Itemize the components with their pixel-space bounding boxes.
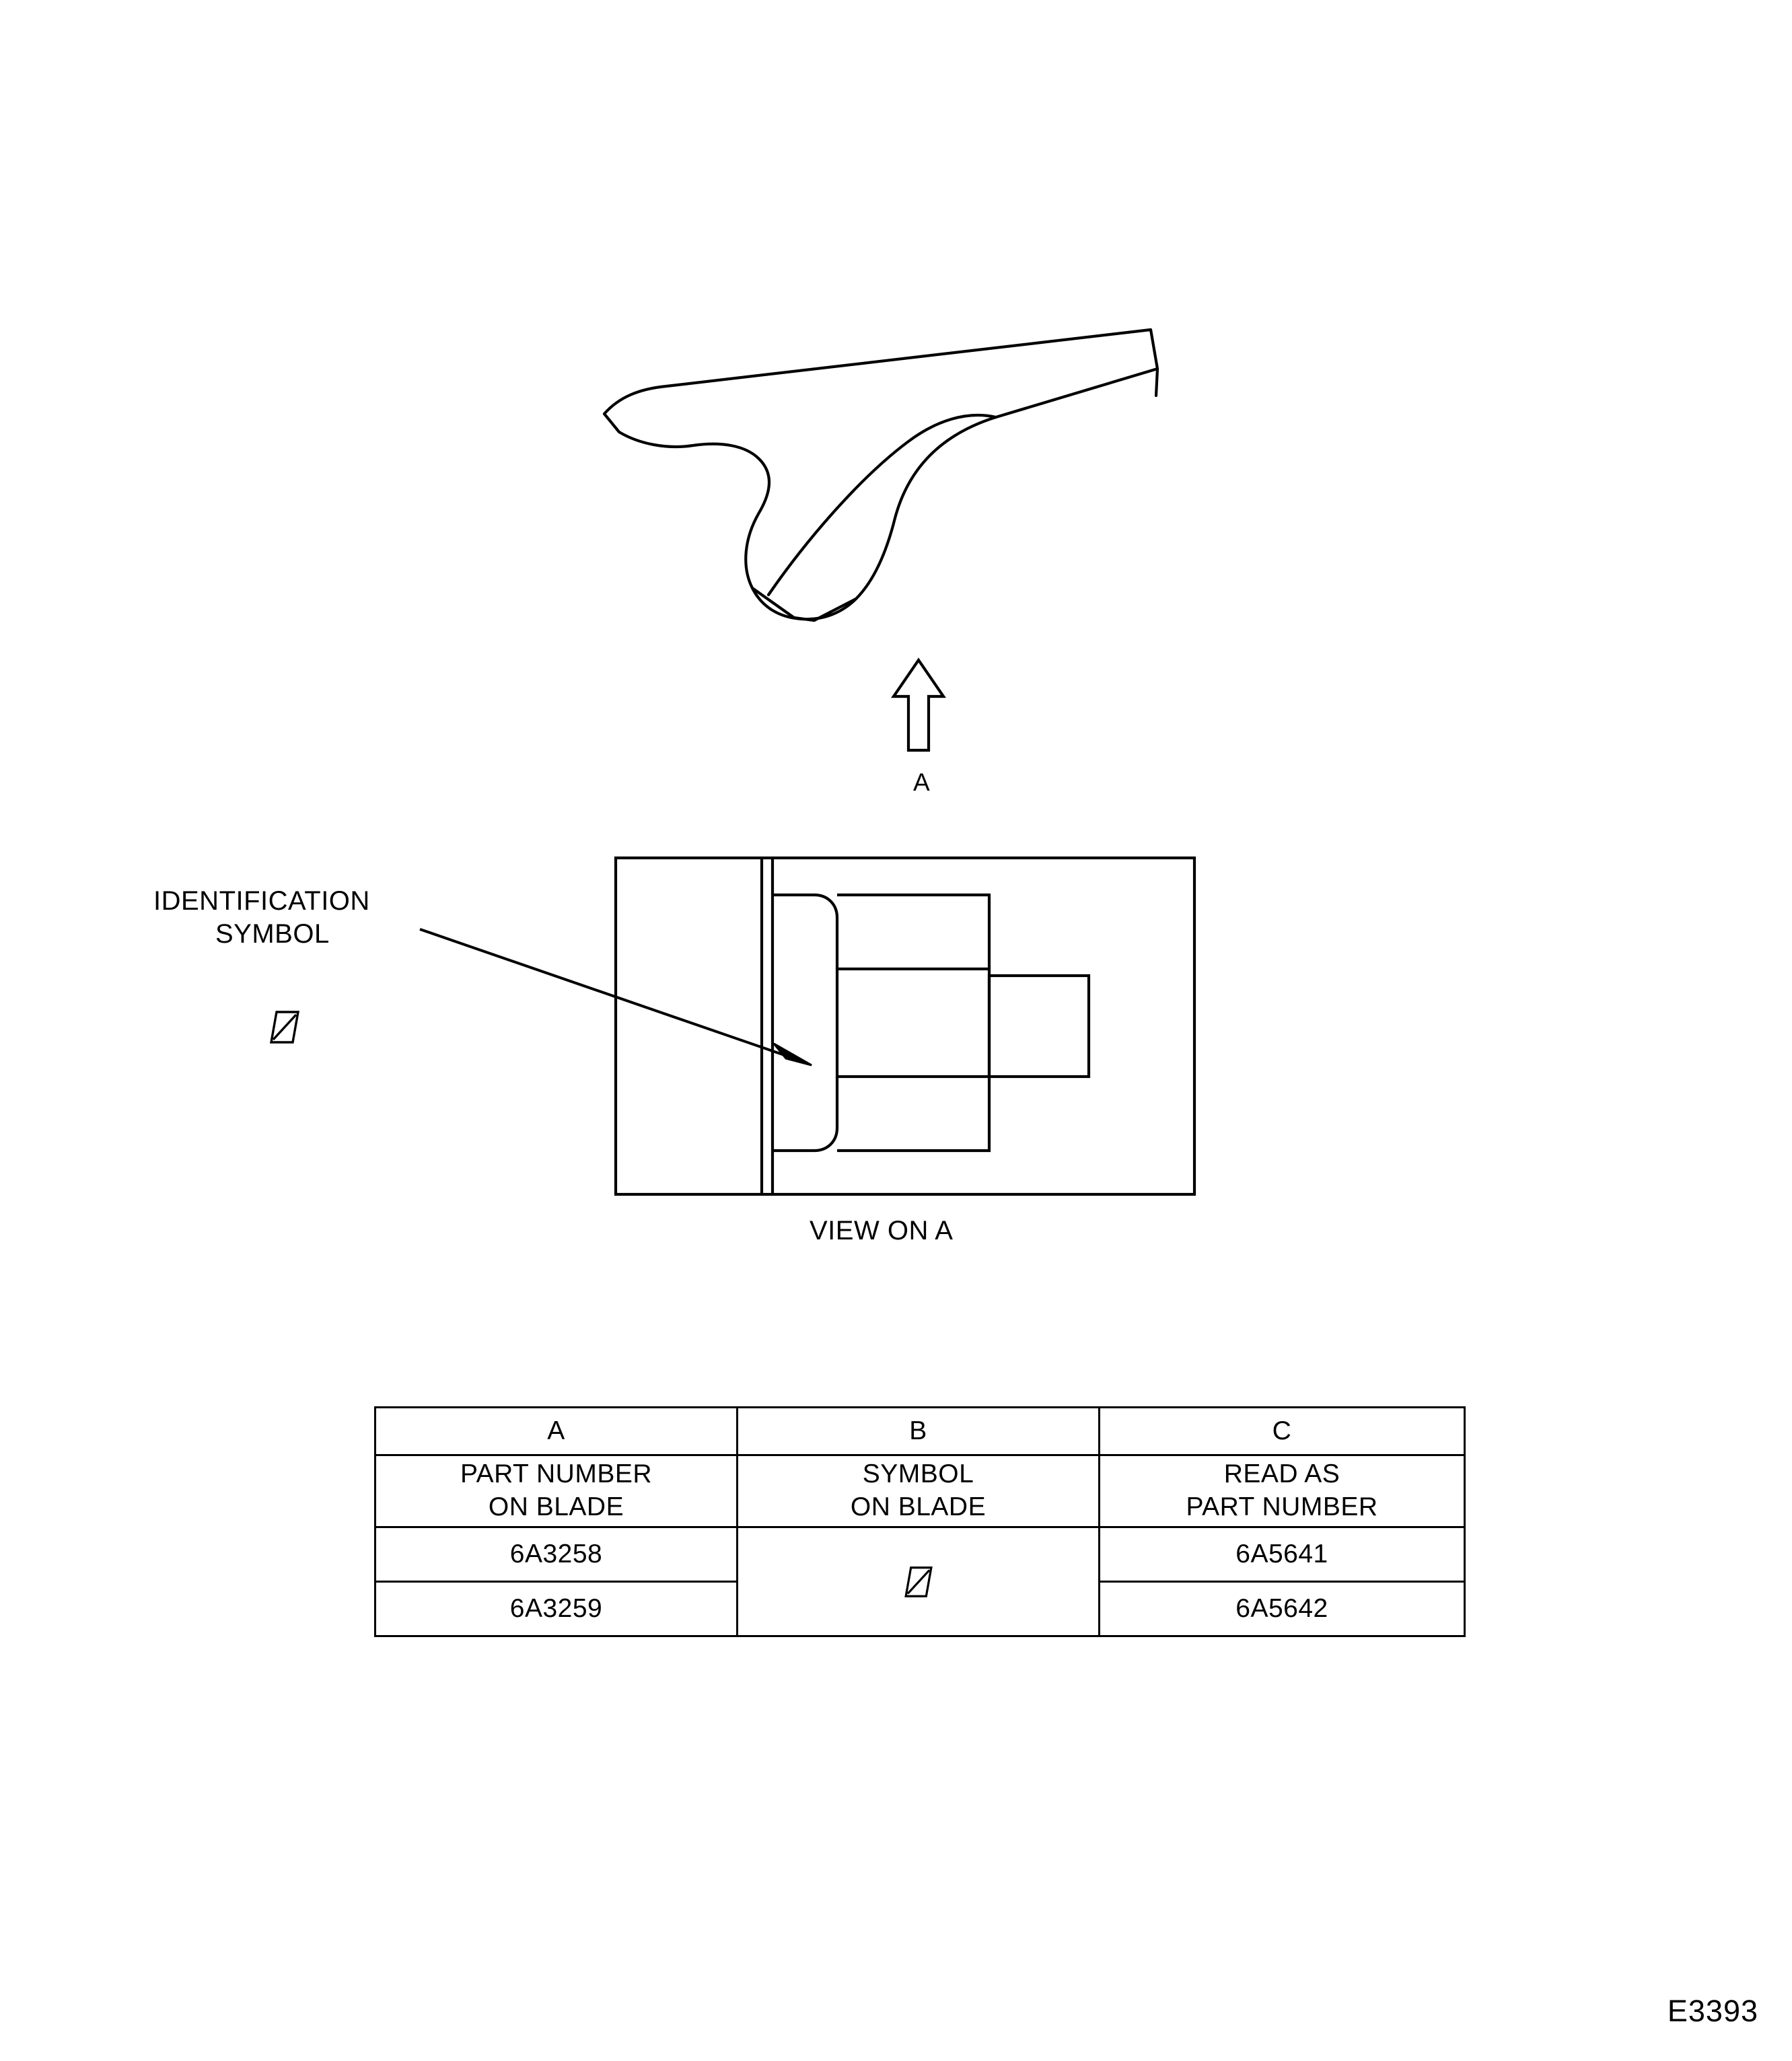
table-header-read-as-part-number: [1100, 1455, 1465, 1527]
header-c-line1: READ AS: [1223, 1459, 1340, 1489]
parallelogram-slash-symbol-icon: [269, 1009, 300, 1045]
table-header-desc-row: [375, 1455, 1465, 1527]
view-direction-arrow-icon: [888, 656, 949, 754]
cell-read-as-part-number: 6A5642: [1100, 1582, 1465, 1636]
table-header-part-number-on-blade: [375, 1455, 738, 1527]
identification-symbol-label-line2: SYMBOL: [215, 918, 330, 949]
cell-symbol-on-blade: [738, 1527, 1100, 1636]
view-on-a-drawing: [612, 855, 1198, 1198]
identification-symbol-label: [153, 885, 370, 951]
figure-code: E3393: [1667, 1994, 1758, 2028]
header-c-line2: PART NUMBER: [1186, 1492, 1378, 1521]
identification-symbol-label-line1: IDENTIFICATION: [153, 886, 370, 916]
table-row: [375, 1527, 1465, 1582]
table-header-letter-a: A: [375, 1408, 738, 1455]
blade-profile-drawing: [592, 316, 1198, 632]
table-header-letters-row: [375, 1408, 1465, 1455]
view-on-a-caption: VIEW ON A: [810, 1216, 954, 1245]
cell-part-number-on-blade: 6A3259: [375, 1582, 738, 1636]
arrow-label-a: A: [913, 768, 930, 796]
table-header-letter-c: C: [1100, 1408, 1465, 1455]
header-a-line1: PART NUMBER: [460, 1459, 653, 1489]
header-b-line2: ON BLADE: [850, 1492, 987, 1521]
header-a-line2: ON BLADE: [488, 1492, 624, 1521]
parallelogram-slash-symbol-icon: [904, 1565, 933, 1599]
table-header-letter-b: B: [738, 1408, 1100, 1455]
table-header-symbol-on-blade: [738, 1455, 1100, 1527]
part-number-table: [374, 1406, 1466, 1637]
header-b-line1: SYMBOL: [862, 1459, 974, 1489]
cell-read-as-part-number: 6A5641: [1100, 1527, 1465, 1582]
cell-part-number-on-blade: 6A3258: [375, 1527, 738, 1582]
